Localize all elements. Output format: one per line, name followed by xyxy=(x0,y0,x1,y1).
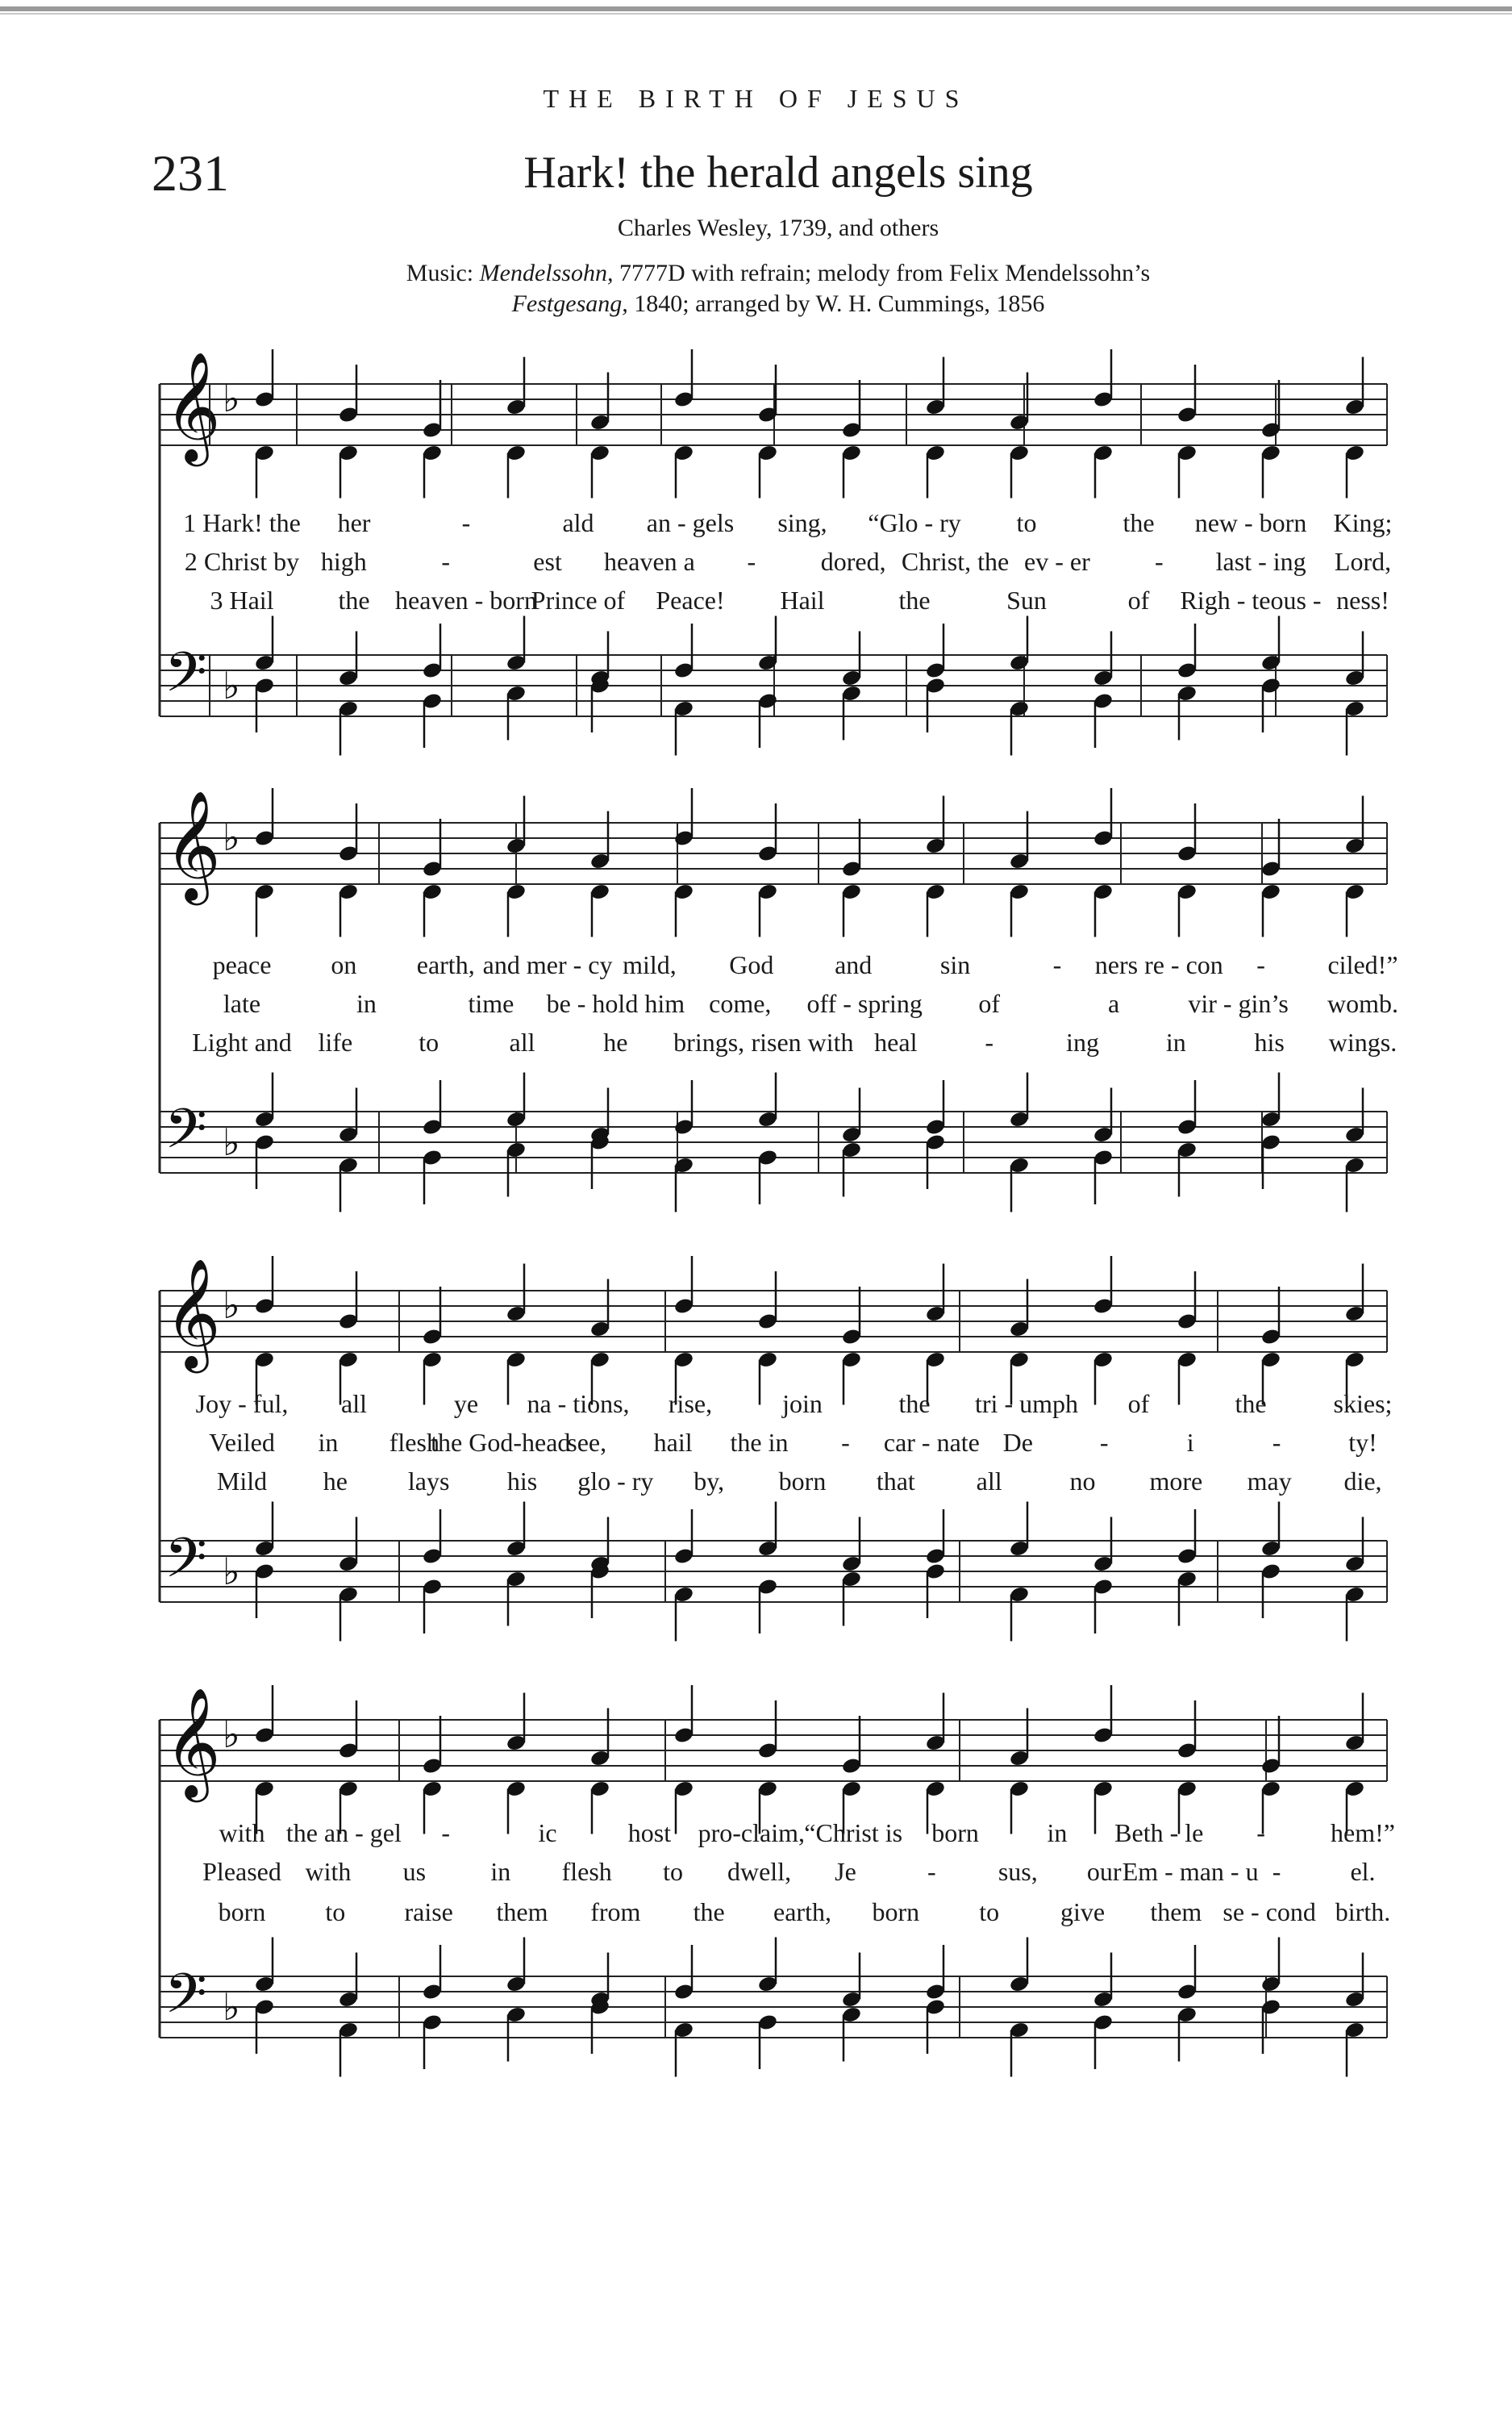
lyric-syllable: 2 Christ by xyxy=(184,547,300,576)
lyric-syllable: sing, xyxy=(777,508,827,537)
lyric-syllable: in xyxy=(490,1857,511,1886)
bass-clef: 𝄢 xyxy=(165,1098,207,1175)
lyric-syllable: - xyxy=(1052,950,1062,979)
lyric-syllable: the xyxy=(693,1897,725,1926)
lyric-syllable: Peace! xyxy=(656,586,725,615)
lyric-syllable: in xyxy=(1165,1028,1186,1057)
lyric-syllable: ners re - con xyxy=(1094,950,1223,979)
lyric-syllable: heaven - born xyxy=(395,586,537,615)
lyric-syllable: with xyxy=(219,1818,265,1847)
lyric-syllable: est xyxy=(533,547,562,576)
lyric-syllable: ing xyxy=(1066,1028,1099,1057)
lyric-syllable: ic xyxy=(538,1818,557,1847)
lyric-syllable: to xyxy=(979,1897,1000,1926)
key-signature-flat: ♭ xyxy=(223,1550,240,1593)
lyric-syllable: Pleased xyxy=(202,1857,281,1886)
key-signature-flat: ♭ xyxy=(223,816,240,859)
lyric-syllable: glo - ry xyxy=(577,1467,654,1496)
lyric-syllable: ald xyxy=(562,508,594,537)
key-signature-flat: ♭ xyxy=(223,377,240,420)
lyric-syllable: De xyxy=(1002,1428,1033,1457)
lyric-syllable: all xyxy=(976,1467,1002,1496)
lyric-syllable: - xyxy=(1154,547,1164,576)
lyric-syllable: to xyxy=(419,1028,439,1057)
bass-clef: 𝄢 xyxy=(165,1527,207,1604)
lyric-syllable: se - cond xyxy=(1223,1897,1316,1926)
lyric-syllable: womb. xyxy=(1327,989,1398,1018)
lyric-syllable: - xyxy=(841,1428,850,1457)
hymn-title: Hark! the herald angels sing xyxy=(523,148,1033,198)
lyric-syllable: his xyxy=(506,1467,538,1496)
lyric-syllable: raise xyxy=(404,1897,453,1926)
lyric-syllable: 3 Hail xyxy=(210,586,274,615)
lyric-syllable: - xyxy=(441,1818,451,1847)
lyric-syllable: God xyxy=(729,950,774,979)
lyric-syllable: hem!” xyxy=(1331,1818,1395,1847)
lyric-syllable: - xyxy=(1256,1818,1265,1847)
lyric-syllable: the xyxy=(898,1389,931,1418)
music-label: Music: xyxy=(406,260,474,286)
treble-clef: 𝄞 xyxy=(165,1686,221,1797)
key-signature-flat: ♭ xyxy=(223,1985,240,2029)
lyric-syllable: ness! xyxy=(1336,586,1389,615)
lyric-syllable: from xyxy=(590,1897,641,1926)
lyric-syllable: mild, xyxy=(623,950,677,979)
lyric-syllable: lays xyxy=(407,1467,450,1496)
lyric-syllable: ty! xyxy=(1348,1428,1377,1457)
hymn-author: Charles Wesley, 1739, and others xyxy=(617,215,939,241)
lyric-syllable: die, xyxy=(1343,1467,1382,1496)
lyric-syllable: give xyxy=(1060,1897,1106,1926)
lyric-syllable: tri - umph xyxy=(975,1389,1078,1418)
lyric-syllable: the an - gel xyxy=(285,1818,402,1847)
lyric-syllable: his xyxy=(1254,1028,1285,1057)
lyric-syllable: the xyxy=(1123,508,1155,537)
lyric-syllable: brings, xyxy=(673,1028,745,1057)
bass-clef: 𝄢 xyxy=(165,1963,207,2039)
lyric-syllable: flesh xyxy=(389,1428,439,1457)
lyric-syllable: born xyxy=(778,1467,827,1496)
lyric-syllable: risen with xyxy=(751,1028,854,1057)
lyric-syllable: dored, xyxy=(820,547,886,576)
lyric-syllable: off - spring xyxy=(806,989,923,1018)
lyric-syllable: ye xyxy=(453,1389,479,1418)
arrangement: 1840; arranged by W. H. Cummings, 1856 xyxy=(634,290,1045,317)
treble-clef: 𝄞 xyxy=(165,789,221,900)
lyric-syllable: life xyxy=(318,1028,353,1057)
lyric-syllable: the xyxy=(338,586,370,615)
lyric-syllable: earth, xyxy=(416,950,475,979)
lyric-syllable: 1 Hark! the xyxy=(183,508,301,537)
lyric-syllable: - xyxy=(1256,950,1265,979)
lyric-syllable: “Christ is xyxy=(804,1818,903,1847)
lyric-syllable: them xyxy=(496,1897,548,1926)
lyric-syllable: vir - gin’s xyxy=(1188,989,1289,1018)
lyric-syllable: flesh xyxy=(561,1857,612,1886)
lyric-syllable: - xyxy=(1272,1428,1281,1457)
lyric-syllable: time xyxy=(468,989,514,1018)
lyric-syllable: Veiled xyxy=(209,1428,275,1457)
bass-clef: 𝄢 xyxy=(165,641,207,718)
lyric-syllable: Light and xyxy=(192,1028,292,1057)
lyric-syllable: with xyxy=(305,1857,352,1886)
lyric-syllable: skies; xyxy=(1333,1389,1393,1418)
lyric-syllable: Prince of xyxy=(531,586,626,615)
key-signature-flat: ♭ xyxy=(223,664,240,707)
lyric-syllable: a xyxy=(1108,989,1120,1018)
lyric-syllable: dwell, xyxy=(727,1857,792,1886)
lyric-syllable: born xyxy=(872,1897,920,1926)
lyric-syllable: Sun xyxy=(1006,586,1047,615)
lyric-syllable: Je xyxy=(835,1857,856,1886)
lyric-syllable: all xyxy=(341,1389,367,1418)
lyric-syllable: birth. xyxy=(1335,1897,1391,1926)
lyric-syllable: ev - er xyxy=(1024,547,1090,576)
lyric-syllable: - xyxy=(985,1028,993,1057)
lyric-syllable: the in xyxy=(730,1428,789,1457)
lyric-syllable: our xyxy=(1086,1857,1122,1886)
lyric-syllable: “Glo - ry xyxy=(868,508,961,537)
lyric-syllable: hail xyxy=(653,1428,693,1457)
key-signature-flat: ♭ xyxy=(223,1713,240,1756)
section-heading: THE BIRTH OF JESUS xyxy=(543,84,969,113)
lyric-syllable: na - tions, xyxy=(527,1389,630,1418)
lyric-syllable: of xyxy=(1127,1389,1150,1418)
lyric-syllable: an - gels xyxy=(646,508,735,537)
lyric-syllable: Righ - teous - xyxy=(1180,586,1322,615)
lyric-syllable: new - born xyxy=(1194,508,1307,537)
lyric-syllable: i xyxy=(1186,1428,1194,1457)
lyric-syllable: by, xyxy=(694,1467,725,1496)
composer-name: Mendelssohn, xyxy=(479,260,614,286)
lyric-syllable: to xyxy=(663,1857,684,1886)
lyric-syllable: car - nate xyxy=(883,1428,980,1457)
treble-clef: 𝄞 xyxy=(165,1257,221,1368)
lyric-syllable: King; xyxy=(1333,508,1393,537)
lyric-syllable: the xyxy=(898,586,931,615)
hymn-number: 231 xyxy=(152,144,229,202)
source-work: Festgesang, xyxy=(511,290,628,317)
lyric-syllable: born xyxy=(218,1897,266,1926)
lyric-syllable: on xyxy=(331,950,357,979)
lyric-syllable: late xyxy=(223,989,261,1018)
lyric-syllable: them xyxy=(1150,1897,1202,1926)
lyric-syllable: - xyxy=(927,1857,936,1886)
lyric-syllable: peace xyxy=(212,950,272,979)
lyric-syllable: the xyxy=(1235,1389,1267,1418)
key-signature-flat: ♭ xyxy=(223,1283,240,1327)
lyric-syllable: and mer - cy xyxy=(482,950,613,979)
lyric-syllable: he xyxy=(603,1028,628,1057)
lyric-syllable: heaven a xyxy=(604,547,695,576)
lyric-syllable: in xyxy=(1047,1818,1068,1847)
lyric-syllable: Lord, xyxy=(1334,547,1392,576)
lyric-syllable: see, xyxy=(567,1428,607,1457)
lyric-syllable: pro-claim, xyxy=(698,1818,806,1847)
lyric-syllable: Mild xyxy=(216,1467,268,1496)
lyric-syllable: in xyxy=(356,989,377,1018)
meter: 7777D with refrain; melody from Felix Mendelssohn’s xyxy=(619,260,1151,286)
treble-clef: 𝄞 xyxy=(165,350,221,461)
lyric-syllable: el. xyxy=(1350,1857,1376,1886)
lyric-syllable: to xyxy=(1016,508,1037,537)
lyric-syllable: Joy - ful, xyxy=(195,1389,289,1418)
lyric-syllable: earth, xyxy=(773,1897,831,1926)
lyric-syllable: more xyxy=(1149,1467,1203,1496)
lyric-syllable: be - hold him xyxy=(546,989,685,1018)
key-signature-flat: ♭ xyxy=(223,1120,240,1164)
lyric-syllable: of xyxy=(978,989,1000,1018)
lyric-syllable: and xyxy=(835,950,873,979)
lyric-syllable: heal xyxy=(874,1028,918,1057)
lyric-syllable: - xyxy=(747,547,756,576)
lyric-syllable: of xyxy=(1127,586,1150,615)
lyric-syllable: no xyxy=(1069,1467,1096,1496)
lyric-syllable: Christ, the xyxy=(901,547,1010,576)
lyric-syllable: wings. xyxy=(1328,1028,1397,1057)
lyric-syllable: the God-head xyxy=(431,1428,571,1457)
lyric-syllable: sin xyxy=(939,950,971,979)
lyric-syllable: - xyxy=(1272,1857,1281,1886)
lyric-syllable: that xyxy=(876,1467,915,1496)
lyric-syllable: sus, xyxy=(998,1857,1038,1886)
lyric-syllable: - xyxy=(461,508,471,537)
lyric-syllable: Hail xyxy=(780,586,825,615)
lyric-syllable: all xyxy=(509,1028,535,1057)
lyric-syllable: Em - man - u xyxy=(1122,1857,1259,1886)
lyric-syllable: high xyxy=(320,547,367,576)
lyric-syllable: in xyxy=(318,1428,339,1457)
lyric-syllable: he xyxy=(323,1467,348,1496)
lyric-syllable: to xyxy=(325,1897,346,1926)
lyric-syllable: last - ing xyxy=(1215,547,1306,576)
lyric-syllable: - xyxy=(441,547,451,576)
lyric-syllable: Beth - le xyxy=(1114,1818,1204,1847)
lyric-syllable: join xyxy=(782,1389,823,1418)
lyric-syllable: her xyxy=(337,508,371,537)
lyric-syllable: us xyxy=(402,1857,427,1886)
lyric-syllable: may xyxy=(1247,1467,1292,1496)
lyric-syllable: - xyxy=(1099,1428,1109,1457)
lyric-syllable: born xyxy=(931,1818,979,1847)
lyric-syllable: ciled!” xyxy=(1327,950,1398,979)
lyric-syllable: rise, xyxy=(668,1389,713,1418)
lyric-syllable: host xyxy=(627,1818,672,1847)
lyric-syllable: come, xyxy=(709,989,772,1018)
